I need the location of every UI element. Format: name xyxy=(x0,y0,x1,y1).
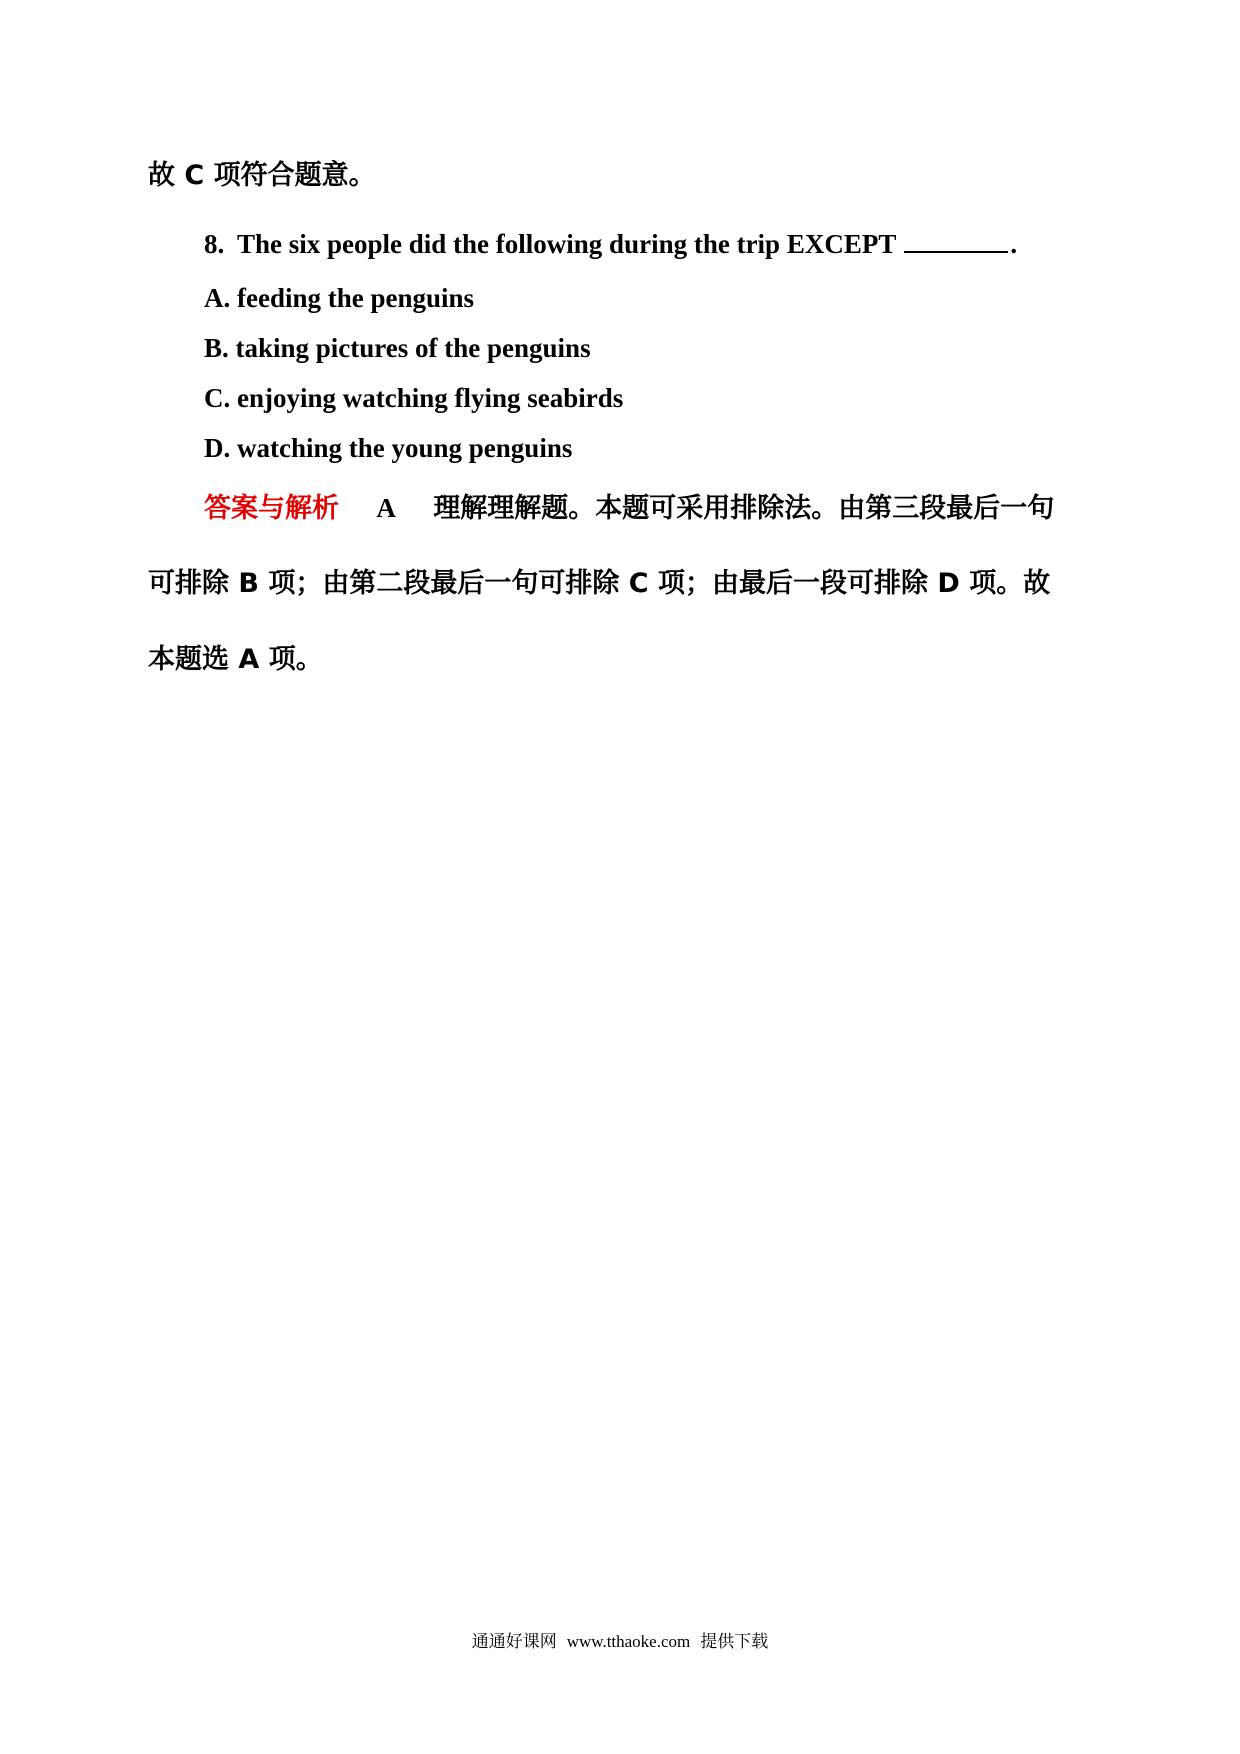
answer-explanation-3: 本题选 A 项。 xyxy=(148,644,323,675)
answer-choice: A xyxy=(376,493,396,523)
option-c xyxy=(204,380,623,416)
previous-answer-tail: 故 C 项符合题意。 xyxy=(148,160,376,191)
footer-site-name: 通通好课网 xyxy=(471,1632,557,1652)
footer-url[interactable]: www.tthaoke.com xyxy=(566,1632,691,1651)
answer-blank xyxy=(904,229,1008,253)
footer-suffix: 提供下载 xyxy=(700,1632,769,1652)
option-text: feeding the penguins xyxy=(237,283,475,313)
option-a xyxy=(204,280,474,316)
page-footer xyxy=(0,1630,1240,1654)
option-text: enjoying watching flying seabirds xyxy=(237,383,624,413)
question-end-punct: . xyxy=(1010,229,1018,259)
question-number: 8. xyxy=(204,229,225,259)
option-d xyxy=(204,430,572,466)
answer-label: 答案与解析 xyxy=(204,493,339,524)
question-stem xyxy=(204,226,1017,262)
option-letter: B. xyxy=(204,333,229,363)
option-letter: A. xyxy=(204,283,231,313)
question-text: The six people did the following during the trip EXCEPT xyxy=(237,229,897,259)
answer-explanation-1: 理解理解题。本题可采用排除法。由第三段最后一句 xyxy=(433,493,1055,524)
option-text: watching the young penguins xyxy=(237,433,573,463)
option-text: taking pictures of the penguins xyxy=(235,333,591,363)
answer-line-3 xyxy=(148,642,323,678)
option-letter: D. xyxy=(204,433,231,463)
answer-explanation-2: 可排除 B 项；由第二段最后一句可排除 C 项；由最后一段可排除 D 项。故 xyxy=(148,568,1051,599)
option-b xyxy=(204,330,591,366)
answer-line-2 xyxy=(148,566,1050,602)
answer-line-1 xyxy=(204,490,1054,527)
option-letter: C. xyxy=(204,383,231,413)
